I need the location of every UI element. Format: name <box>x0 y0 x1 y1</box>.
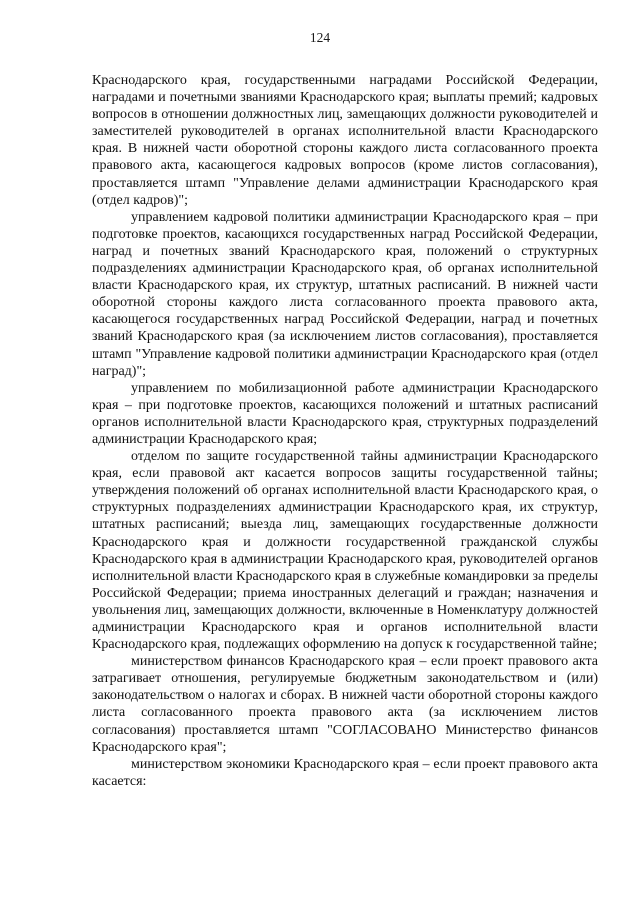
document-body <box>92 72 598 790</box>
paragraph-personnel-stamp: Краснодарского края, государственными наградами Российской Федерации, наградами и почетными званиями Краснодарского края; выплаты премий; кадровых вопросов в отношении должностных лиц, замещающих должности руководителей и заместителей руководителей в органах исполнительной власти Краснодарского края. В нижней части оборотной стороны каждого листа согласованного проекта правового акта, касающегося кадровых вопросов (кроме листов согласования), проставляется штамп "Управление делами администрации Краснодарского края (отдел кадров)"; <box>92 73 598 208</box>
paragraph-state-secret: отделом по защите государственной тайны администрации Краснодарского края, если правовой акт касается вопросов защиты государственной тайны; утверждения положений об органах исполнительной власти Краснодарского края, о структурных подразделениях администрации Краснодарского края, их структур, штатных расписаний; выезда лиц, замещающих государственные должности Краснодарского края и должности государственной гражданской службы Краснодарского края в администрации Краснодарского края, руководителей органов исполнительной власти Краснодарского края в служебные командировки за пределы Российской Федерации; приема иностранных делегаций и граждан; назначения и увольнения лиц, замещающих должности, включенные в Номенклатуру должностей администрации Краснодарского края и органов исполнительной власти Краснодарского края, подлежащих оформлению на допуск к государственной тайне; <box>92 449 598 653</box>
paragraph-mobilization: управлением по мобилизационной работе администрации Краснодарского края – при подготовке проектов, касающихся положений и штатных расписаний органов исполнительной власти Краснодарского края, структурных подразделений администрации Краснодарского края; <box>92 380 598 447</box>
paragraph-economy-ministry: министерством экономики Краснодарского края – если проект правового акта касается: <box>92 756 598 789</box>
paragraph-personnel-policy: управлением кадровой политики администрации Краснодарского края – при подготовке проектов, касающихся государственных наград Российской Федерации, наград и почетных званий Краснодарского края, положений о структурных подразделениях администрации Краснодарского края, об органах исполнительной власти Краснодарского края, их структур, штатных расписаний. В нижней части оборотной стороны каждого листа согласованного проекта правового акта, касающегося государственных наград Российской Федерации, наград и почетных званий Краснодарского края (за исключением листов согласования), проставляется штамп "Управление кадровой политики администрации Краснодарского края (отдел наград)"; <box>92 209 598 379</box>
page-number: 124 <box>309 30 331 45</box>
paragraph-finance-ministry: министерством финансов Краснодарского края – если проект правового акта затрагивает отношения, регулируемые бюджетным законодательством и (или) законодательством о налогах и сборах. В нижней части оборотной стороны каждого листа согласованного проекта правового акта (за исключением листов согласования) проставляется штамп "СОГЛАСОВАНО Министерство финансов Краснодарского края"; <box>92 654 598 755</box>
